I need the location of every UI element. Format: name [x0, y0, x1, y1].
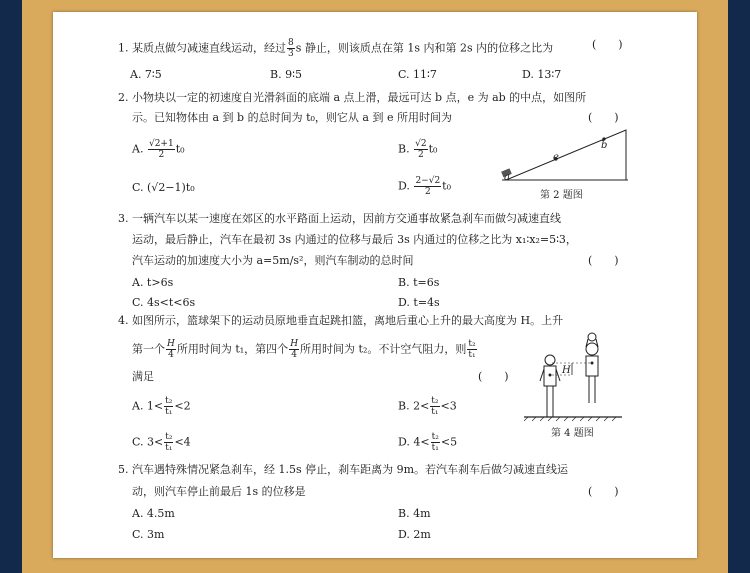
q5-answer-paren: ( ): [588, 485, 619, 498]
q2-option-a: A. $\frac{√2+1}{2}$ t₀: [132, 139, 185, 160]
q2-line-1: 2. 小物块以一定的初速度自光滑斜面的底端 a 点上滑，最远可达 b 点，e 为 ab 的中点，如图所: [118, 91, 587, 104]
q4-jump-figure: [522, 333, 624, 423]
q3-line-1: 3. 一辆汽车以某一速度在郊区的水平路面上运动，因前方交通事故紧急刹车而做匀减速直线: [118, 212, 561, 225]
q4-option-a: A. 1< $\frac{\text{t₂}}{\text{t₁}}$ <2: [132, 396, 191, 417]
q2-option-b: B. $\frac{√2}{2}$ t₀: [398, 139, 438, 160]
q2-answer-paren: ( ): [588, 111, 619, 124]
q1-answer-paren: ( ): [592, 38, 623, 51]
q2-option-c: C. (√2−1)t₀: [132, 181, 195, 194]
q5-option-b: B. 4m: [398, 507, 431, 520]
q3-option-d: D. t=4s: [398, 296, 440, 309]
q2-option-d: D. $\frac{2-√2}{2}$ t₀: [398, 176, 452, 197]
q1-option-a: A. 7∶5: [130, 68, 162, 81]
q4-line-3: 满足: [132, 370, 154, 383]
q5-option-a: A. 4.5m: [132, 507, 175, 520]
q2-label-b: b: [601, 140, 608, 151]
q1-fraction: $\frac{8}{3}$: [288, 38, 294, 59]
q4-option-d: D. 4< $\frac{\text{t₂}}{\text{t₁}}$ <5: [398, 432, 458, 453]
q1-option-b: B. 9∶5: [270, 68, 302, 81]
q2-figure-caption: 第 2 题图: [540, 190, 583, 201]
q2-line-2: 示。已知物体由 a 到 b 的总时间为 t₀，则它从 a 到 e 所用时间为: [132, 111, 452, 124]
q4-line-1: 4. 如图所示，篮球架下的运动员原地垂直起跳扣篮，离地后重心上升的最大高度为 H。上升: [118, 314, 564, 327]
q4-line-2: 第一个 $\frac{H}{4}$ 所用时间为 t₁，第四个 $\frac{H}{4}$ 所用时间为 t₂。不计空气阻力，则 $\frac{\text{t₂}}{\text{t₁}}$: [132, 339, 476, 360]
q3-option-c: C. 4s<t<6s: [132, 296, 196, 309]
q1-stem: 1. 某质点做匀减速直线运动，经过 $\frac{8}{3}$ s 静止，则该质点在第 1s 内和第 2s 内的位移之比为: [118, 38, 554, 59]
q4-answer-paren: ( ): [478, 370, 509, 383]
q4-option-b: B. 2< $\frac{\text{t₂}}{\text{t₁}}$ <3: [398, 396, 457, 417]
q5-line-1: 5. 汽车遇特殊情况紧急刹车，经 1.5s 停止，刹车距离为 9m。若汽车刹车后做匀减速直线运: [118, 463, 569, 476]
q1-option-c: C. 11∶7: [398, 68, 437, 81]
q3-line-2: 运动，最后静止，汽车在最初 3s 内通过的位移与最后 3s 内通过的位移之比为 x₁∶x₂=5∶3，: [132, 233, 577, 246]
q4-option-c: C. 3< $\frac{\text{t₂}}{\text{t₁}}$ <4: [132, 432, 191, 453]
q3-line-3: 汽车运动的加速度大小为 a=5m/s²，则汽车制动的总时间: [132, 254, 414, 267]
q5-line-2: 动，则汽车停止前最后 1s 的位移是: [132, 485, 306, 498]
q3-answer-paren: ( ): [588, 254, 619, 267]
q3-option-a: A. t>6s: [132, 276, 174, 289]
q2-label-a: a: [504, 172, 510, 183]
q2-label-e: e: [553, 152, 559, 163]
q2-incline-figure: [500, 128, 630, 184]
q4-figure-caption: 第 4 题图: [551, 428, 594, 439]
q5-option-d: D. 2m: [398, 528, 431, 541]
q4-label-H: H: [562, 365, 571, 376]
q5-option-c: C. 3m: [132, 528, 165, 541]
q3-option-b: B. t=6s: [398, 276, 440, 289]
q1-option-d: D. 13∶7: [522, 68, 562, 81]
